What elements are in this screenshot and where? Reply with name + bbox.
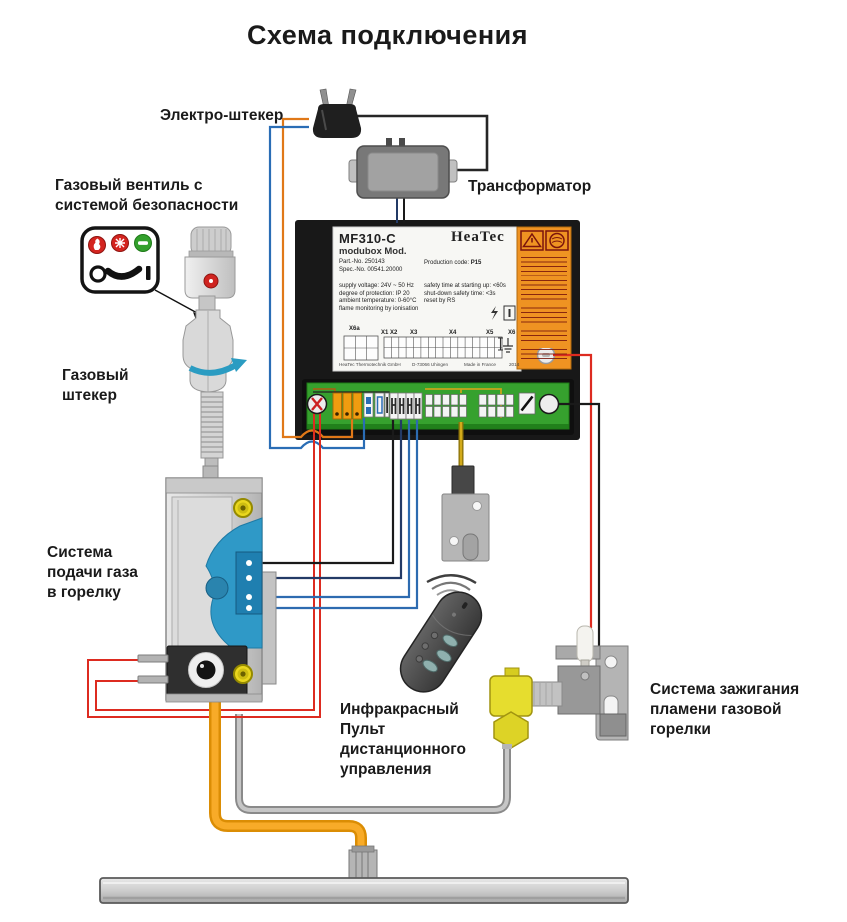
footer-origin: Made in France: [464, 362, 496, 367]
transformer-illustration: [349, 138, 457, 198]
label-remote-line1: Инфракрасный: [340, 701, 459, 718]
gas-valve-illustration: [185, 227, 235, 298]
label-remote-line4: управления: [340, 761, 432, 778]
terminal-screw-left: [308, 395, 327, 414]
label-gas-plug-line1: Газовый: [62, 367, 129, 384]
gas-plug-illustration: [183, 296, 247, 468]
terminal-label-x3: X3: [410, 330, 418, 336]
label-gas-valve-line2: системой безопасности: [55, 197, 239, 214]
footer-year: 2014: [509, 362, 520, 367]
box-spec-no: Spec.-No. 00541.20000: [339, 266, 403, 273]
box-part-numbers: [339, 259, 402, 274]
label-gas-valve-line1: Газовый вентиль с: [55, 177, 203, 194]
label-gas-supply-line3: в горелку: [47, 584, 121, 601]
box-specs-left: [339, 283, 418, 313]
label-gas-supply: [47, 543, 138, 603]
terminal-jumper: [519, 393, 535, 414]
terminal-label-x4: X4: [449, 330, 457, 336]
electric-plug-illustration: [313, 89, 361, 138]
box-model: MF310-C: [339, 231, 396, 246]
box-model-sub: modubox Mod.: [339, 246, 407, 257]
box-specs-right: [424, 283, 506, 306]
page-title: Схема подключения: [246, 20, 529, 50]
spec-shutdown-time: shut-down safety time: <3s: [424, 290, 496, 297]
warning-paragraph-gap: [520, 276, 568, 280]
label-ignition-line2: пламени газовой: [650, 701, 782, 718]
spec-flame-monitoring: flame monitoring by ionisation: [339, 305, 419, 312]
label-ignition-line3: горелки: [650, 721, 711, 738]
electrode-pin-bottom: [138, 676, 168, 683]
spec-voltage: supply voltage: 24V ~ 50 Hz: [339, 283, 414, 289]
production-code-label: Production code:: [424, 260, 471, 266]
footer-city: D-73066 Uhingen: [412, 362, 449, 367]
terminal-label-x1x2: X1 X2: [381, 330, 398, 336]
terminal-block-switch: [364, 393, 389, 417]
terminal-screw-right: [540, 395, 559, 414]
label-ignition-line1: Система зажигания: [650, 681, 800, 698]
label-gas-supply-line2: подачи газа: [47, 564, 138, 581]
terminal-label-x6: X6: [508, 330, 516, 336]
production-code-value: P15: [470, 260, 482, 266]
label-ignition: [650, 680, 799, 740]
terminal-block-orange: [333, 393, 362, 419]
label-gas-plug-line2: штекер: [62, 387, 117, 404]
flame-button-icon: [89, 237, 106, 254]
label-remote: [340, 700, 466, 780]
electrode-pin-top: [138, 655, 168, 662]
wire-ctrl-blue1: [254, 420, 409, 597]
label-electro-plug: Электро-штекер: [160, 107, 284, 124]
spec-reset: reset by RS: [424, 298, 456, 305]
position-i-symbol: [146, 266, 151, 280]
yellow-screw-bottom: [234, 665, 252, 683]
box-part-no: Part.-No. 250143: [339, 259, 385, 265]
gas-supply-unit-illustration: [138, 466, 276, 702]
terminal-label-x6a: X6a: [349, 326, 360, 332]
label-gas-plug: [62, 366, 128, 406]
off-button-icon: [135, 235, 152, 252]
spec-safety-time: safety time at starting up: <60s: [424, 283, 506, 289]
terminal-label-x5: X5: [486, 330, 494, 336]
valve-red-button-icon: [204, 274, 218, 288]
terminal-block-h: [390, 393, 422, 419]
warning-paragraph-gap: [520, 300, 568, 304]
warning-paragraph-gap: [520, 344, 568, 348]
yellow-screw-top: [234, 499, 252, 517]
footer-manufacturer: HeaTec Thermotechnik GmbH: [339, 362, 401, 367]
remote-control-illustration: [392, 575, 490, 700]
ignition-unit-illustration: [490, 626, 628, 749]
spec-protection: degree of protection: IP 20: [339, 290, 410, 297]
burner-bar-illustration: [100, 846, 628, 903]
spark-button-icon: [112, 235, 129, 252]
label-gas-valve: [55, 176, 238, 216]
box-brand-logo: HeaTec: [451, 229, 505, 245]
label-remote-line2: Пульт: [340, 721, 386, 738]
wire-ignition-black: [556, 404, 599, 652]
wire-ctrl-navy: [254, 420, 401, 578]
label-remote-line3: дистанционного: [340, 741, 466, 758]
ir-receiver-illustration: [442, 466, 489, 561]
label-gas-supply-line1: Система: [47, 544, 113, 561]
box-production-code: [424, 260, 481, 268]
wire-ctrl-black: [254, 420, 393, 563]
spec-temperature: ambient temperature: 0-60°C: [339, 298, 417, 305]
label-transformer: Трансформатор: [468, 178, 592, 195]
warning-paragraph-gap: [520, 326, 568, 330]
